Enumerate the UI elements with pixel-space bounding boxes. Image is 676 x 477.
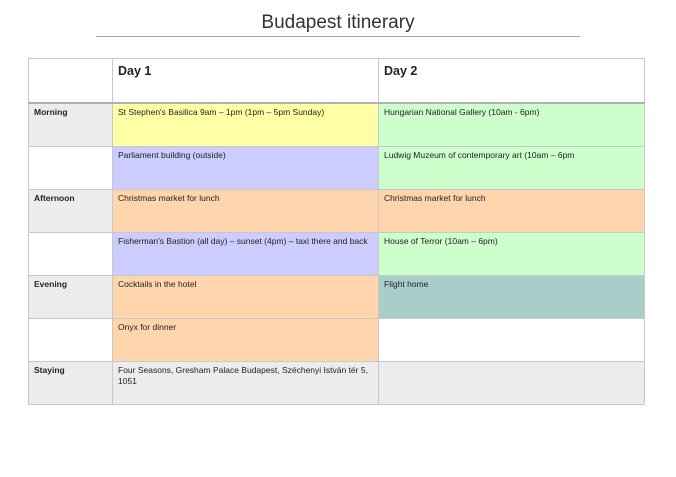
table-cell[interactable]: House of Terror (10am – 6pm) — [379, 233, 645, 276]
row-label-afternoon[interactable]: Afternoon — [29, 190, 113, 233]
table-cell[interactable]: Hungarian National Gallery (10am - 6pm) — [379, 103, 645, 147]
header-corner-cell[interactable] — [29, 59, 113, 104]
table-cell[interactable]: Ludwig Muzeum of contemporary art (10am – 6pm — [379, 147, 645, 190]
row-label-blank[interactable] — [29, 319, 113, 362]
row-label-blank[interactable] — [29, 233, 113, 276]
table-row-morning — [29, 103, 645, 147]
header-day-1[interactable]: Day 1 — [113, 59, 379, 104]
table-cell[interactable]: St Stephen's Basilica 9am – 1pm (1pm – 5pm Sunday) — [113, 103, 379, 147]
page-title: Budapest itinerary — [261, 12, 415, 33]
table-cell[interactable] — [379, 362, 645, 405]
table-cell[interactable]: Four Seasons, Gresham Palace Budapest, Széchenyi István tér 5, 1051 — [113, 362, 379, 405]
table-cell[interactable]: Onyx for dinner — [113, 319, 379, 362]
row-label-evening[interactable]: Evening — [29, 276, 113, 319]
table-cell[interactable]: Cocktails in the hotel — [113, 276, 379, 319]
table-row-afternoon — [29, 190, 645, 233]
table-row-morning-2 — [29, 147, 645, 190]
table-cell[interactable]: Christmas market for lunch — [379, 190, 645, 233]
table-row-evening — [29, 276, 645, 319]
itinerary-table — [28, 58, 645, 405]
table-header-row — [29, 59, 645, 104]
row-label-morning[interactable]: Morning — [29, 103, 113, 147]
table-row-evening-2 — [29, 319, 645, 362]
table-cell[interactable]: Fisherman's Bastion (all day) – sunset (4pm) – taxi there and back — [113, 233, 379, 276]
row-label-blank[interactable] — [29, 147, 113, 190]
table-row-staying — [29, 362, 645, 405]
table-cell[interactable]: Flight home — [379, 276, 645, 319]
table-row-afternoon-2 — [29, 233, 645, 276]
row-label-staying[interactable]: Staying — [29, 362, 113, 405]
table-cell[interactable]: Christmas market for lunch — [113, 190, 379, 233]
header-day-2[interactable]: Day 2 — [379, 59, 645, 104]
table-cell[interactable] — [379, 319, 645, 362]
title-divider — [96, 36, 580, 37]
table-cell[interactable]: Parliament building (outside) — [113, 147, 379, 190]
